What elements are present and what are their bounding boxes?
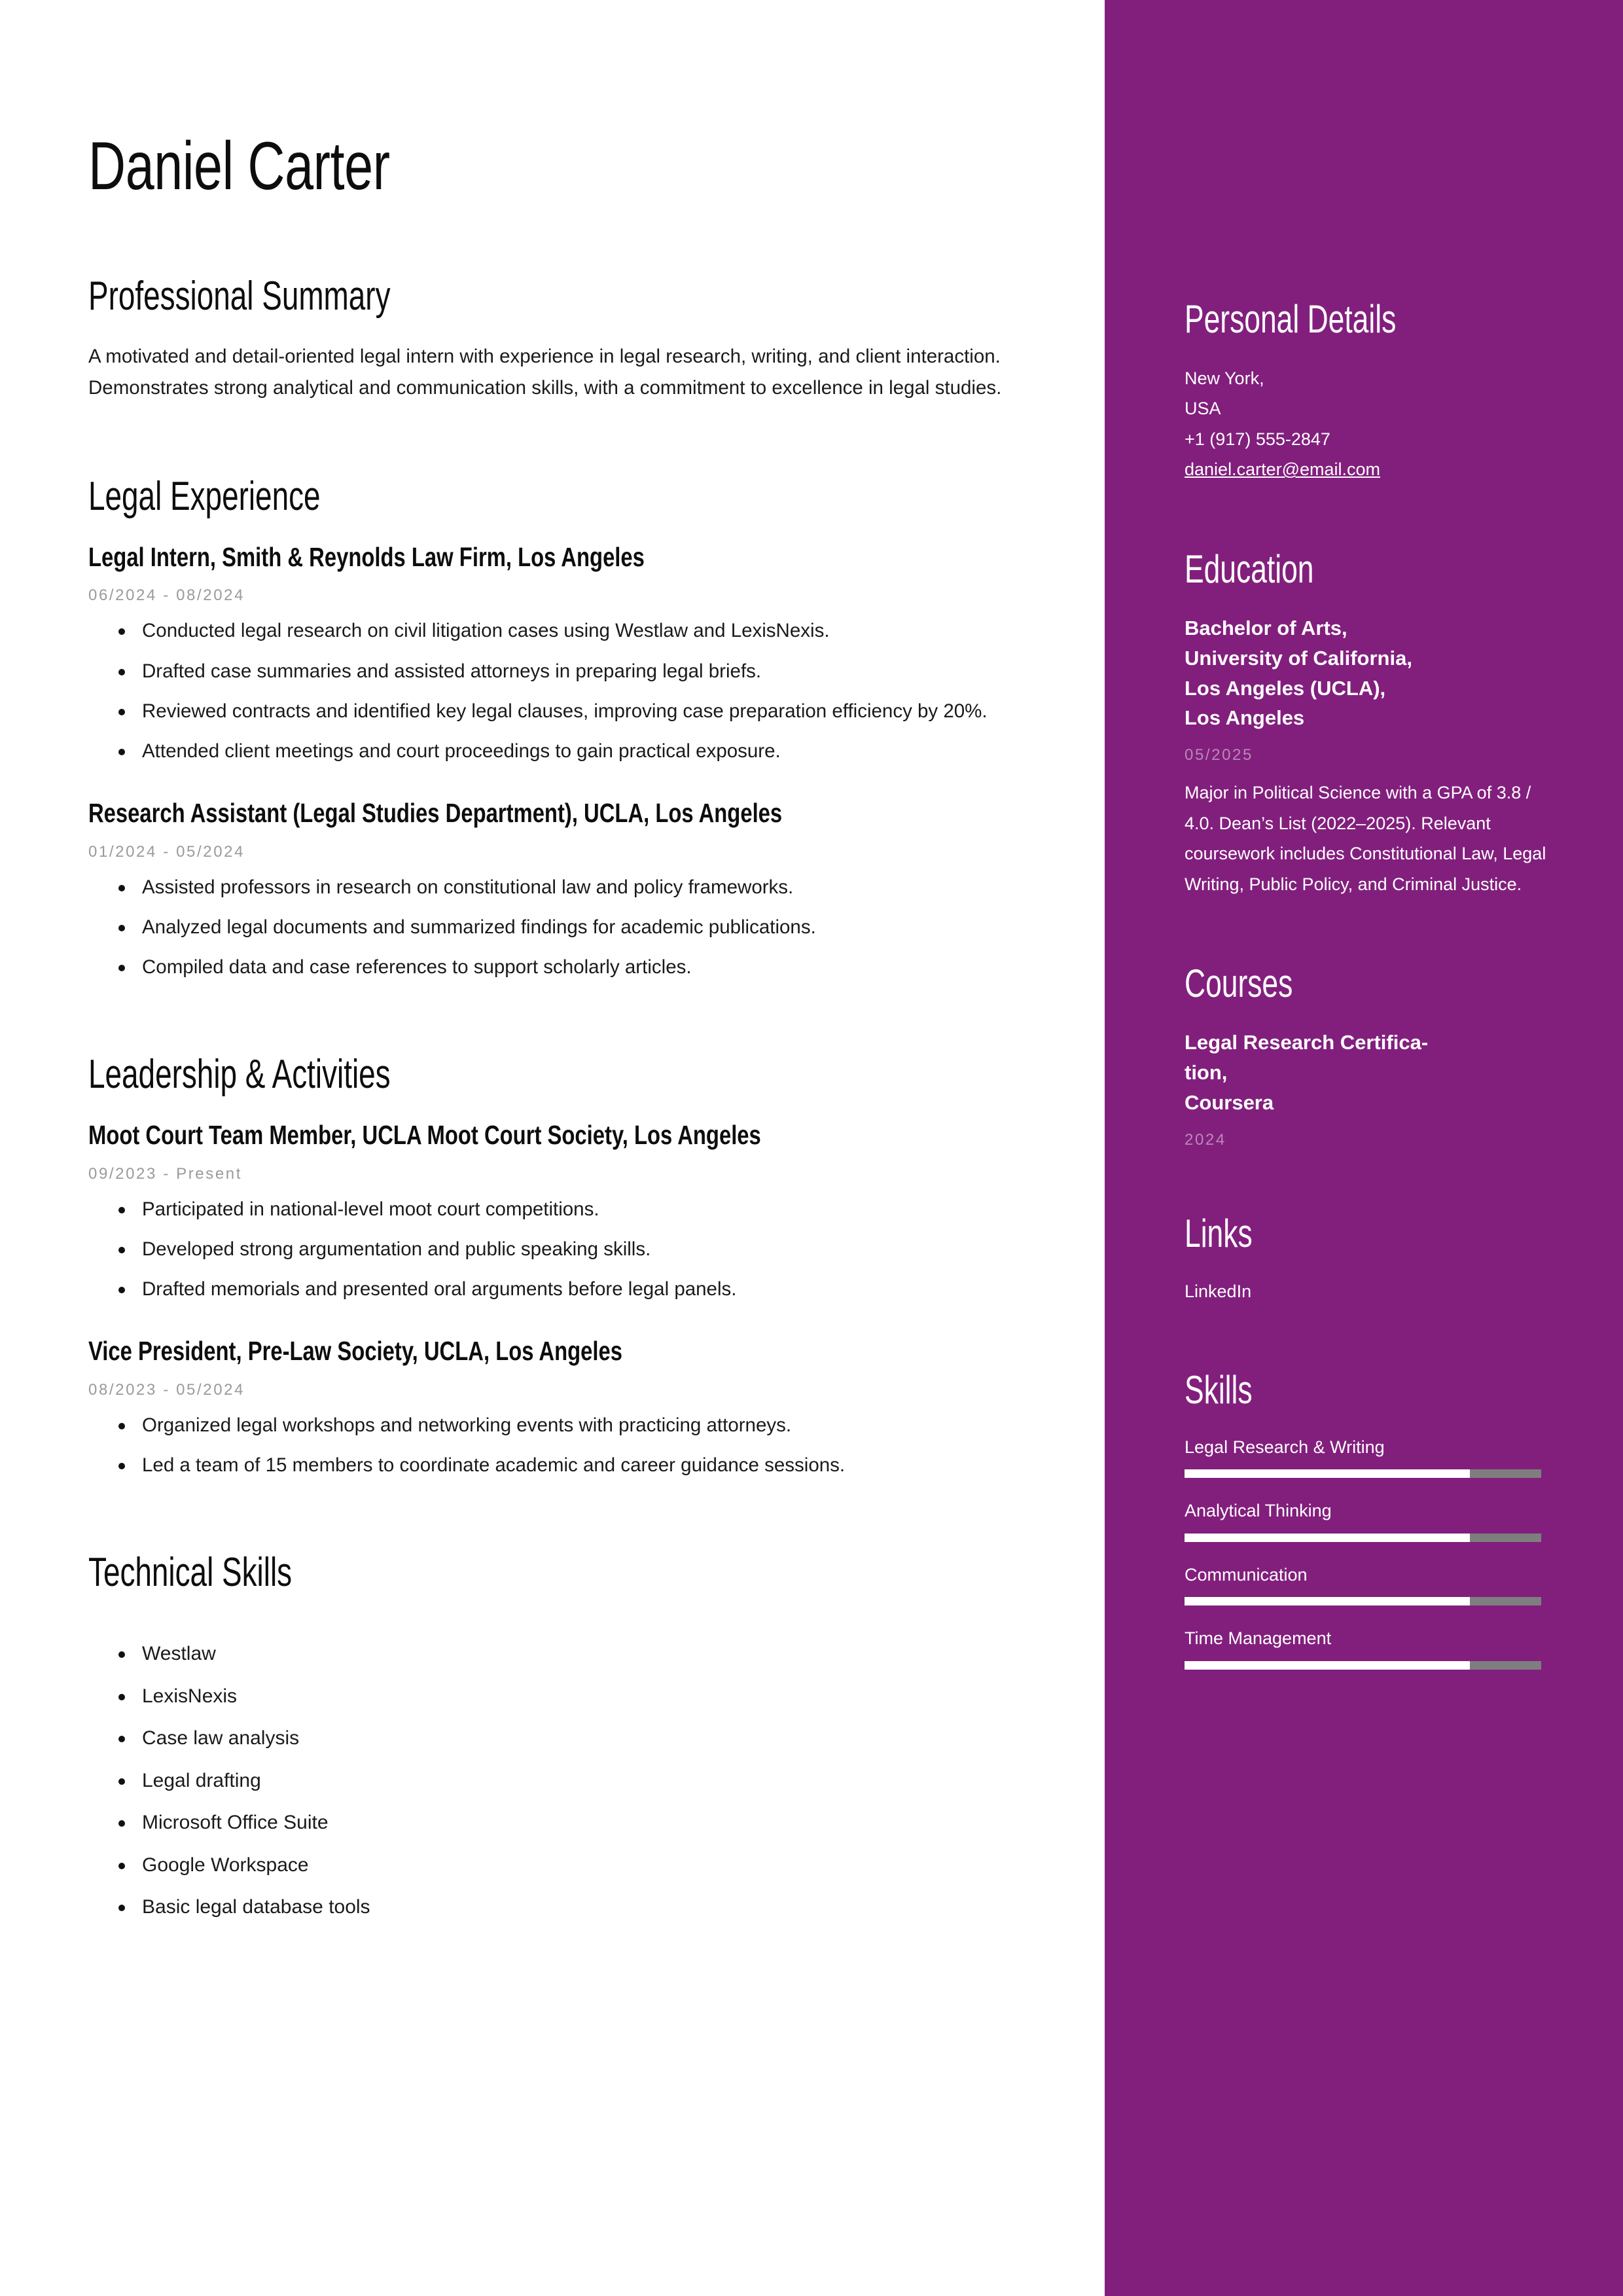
course-provider-line: Coursera bbox=[1185, 1090, 1274, 1114]
skill-bar-fill bbox=[1185, 1661, 1470, 1670]
section-title-courses: Courses bbox=[1185, 961, 1293, 1005]
skill-bar-fill bbox=[1185, 1534, 1470, 1542]
list-item: Microsoft Office Suite bbox=[142, 1808, 1007, 1837]
skill-label: Time Management bbox=[1185, 1628, 1332, 1649]
skill-row bbox=[1185, 1625, 1561, 1670]
skill-bar-fill bbox=[1185, 1469, 1470, 1478]
bullet-item: Attended client meetings and court proceedings to gain practical exposure. bbox=[142, 737, 1007, 766]
contact-phone: +1 (917) 555-2847 bbox=[1185, 429, 1330, 449]
bullet-item: Drafted case summaries and assisted attorneys in preparing legal briefs. bbox=[142, 657, 1007, 686]
bullet-item: Compiled data and case references to support scholarly articles. bbox=[142, 953, 1007, 982]
section-title-links: Links bbox=[1185, 1211, 1253, 1255]
section-skills bbox=[1185, 1369, 1561, 1670]
contact-country: USA bbox=[1185, 399, 1221, 419]
list-item: Basic legal database tools bbox=[142, 1893, 1007, 1922]
bullet-item: Reviewed contracts and identified key legal clauses, improving case preparation efficiency by 20%. bbox=[142, 697, 1007, 726]
section-professional-summary bbox=[88, 274, 1007, 404]
leadership-entry-title: Moot Court Team Member, UCLA Moot Court Society, Los Angeles bbox=[88, 1120, 761, 1151]
experience-entry bbox=[88, 541, 1007, 766]
section-title-education: Education bbox=[1185, 547, 1314, 591]
section-courses bbox=[1185, 962, 1561, 1149]
experience-entry-bullets bbox=[88, 873, 1007, 982]
leadership-entry bbox=[88, 1335, 1007, 1480]
bullet-item: Drafted memorials and presented oral arguments before legal panels. bbox=[142, 1275, 1007, 1304]
experience-entry-title: Research Assistant (Legal Studies Department), UCLA, Los Angeles bbox=[88, 798, 783, 829]
skill-label: Legal Research & Writing bbox=[1185, 1437, 1385, 1457]
skill-label: Communication bbox=[1185, 1564, 1308, 1585]
section-education bbox=[1185, 548, 1561, 899]
section-personal-details bbox=[1185, 298, 1561, 485]
section-title-professional-summary: Professional Summary bbox=[88, 274, 391, 319]
experience-entry-bullets bbox=[88, 617, 1007, 766]
experience-entry bbox=[88, 797, 1007, 982]
list-item: Westlaw bbox=[142, 1640, 1007, 1668]
bullet-item: Conducted legal research on civil litigation cases using Westlaw and LexisNexis. bbox=[142, 617, 1007, 645]
skill-row bbox=[1185, 1498, 1561, 1542]
leadership-entry-title: Vice President, Pre-Law Society, UCLA, Los Angeles bbox=[88, 1336, 622, 1367]
section-links bbox=[1185, 1212, 1561, 1306]
list-item: Legal drafting bbox=[142, 1767, 1007, 1795]
technical-skills-list bbox=[88, 1640, 1007, 1922]
bullet-item: Organized legal workshops and networking events with practicing attorneys. bbox=[142, 1411, 1007, 1440]
section-title-leadership-activities: Leadership & Activities bbox=[88, 1052, 391, 1098]
education-institution-line: University of California, bbox=[1185, 646, 1412, 670]
course-date: 2024 bbox=[1185, 1130, 1226, 1149]
leadership-entry-bullets bbox=[88, 1411, 1007, 1480]
skill-bar-fill bbox=[1185, 1597, 1470, 1605]
skill-row bbox=[1185, 1562, 1561, 1606]
section-title-technical-skills: Technical Skills bbox=[88, 1550, 293, 1596]
list-item: Google Workspace bbox=[142, 1851, 1007, 1880]
experience-entry-title: Legal Intern, Smith & Reynolds Law Firm, Los Angeles bbox=[88, 542, 645, 573]
skill-row bbox=[1185, 1434, 1561, 1479]
section-legal-experience bbox=[88, 475, 1007, 982]
leadership-entry-bullets bbox=[88, 1195, 1007, 1304]
section-title-personal-details: Personal Details bbox=[1185, 297, 1397, 341]
education-entry-title bbox=[1185, 613, 1561, 734]
section-leadership-activities bbox=[88, 1052, 1007, 1480]
spacer bbox=[88, 1617, 1007, 1640]
contact-email-link[interactable]: daniel.carter@email.com bbox=[1185, 459, 1381, 480]
skill-bar-track bbox=[1185, 1661, 1541, 1670]
bullet-item: Assisted professors in research on constitutional law and policy frameworks. bbox=[142, 873, 1007, 902]
course-name-line-1: Legal Research Certifica- bbox=[1185, 1031, 1429, 1054]
education-location-line: Los Angeles bbox=[1185, 706, 1305, 730]
experience-entry-date: 01/2024 - 05/2024 bbox=[88, 842, 245, 861]
bullet-item: Analyzed legal documents and summarized findings for academic publications. bbox=[142, 913, 1007, 942]
bullet-item: Participated in national-level moot court competitions. bbox=[142, 1195, 1007, 1224]
education-degree-line: Bachelor of Arts, bbox=[1185, 616, 1347, 639]
link-item-linkedin[interactable]: LinkedIn bbox=[1185, 1281, 1252, 1301]
section-title-legal-experience: Legal Experience bbox=[88, 473, 321, 519]
skill-bar-track bbox=[1185, 1597, 1541, 1605]
bullet-item: Led a team of 15 members to coordinate academic and career guidance sessions. bbox=[142, 1451, 1007, 1480]
leadership-entry-date: 09/2023 - Present bbox=[88, 1164, 242, 1183]
leadership-entry bbox=[88, 1119, 1007, 1304]
course-name-line-2: tion, bbox=[1185, 1060, 1228, 1084]
professional-summary-text: A motivated and detail-oriented legal intern with experience in legal research, writing, and client interaction. Demonstrates strong analytical and communication skills, with a commitment to excellence in legal studies. bbox=[88, 346, 1002, 399]
education-description: Major in Political Science with a GPA of 3.8 / 4.0. Dean’s List (2022–2025). Relevant coursework includes Constitutional Law, Legal Writing, Public Policy, and Criminal Justice. bbox=[1185, 783, 1546, 894]
bullet-item: Developed strong argumentation and public speaking skills. bbox=[142, 1235, 1007, 1264]
section-technical-skills bbox=[88, 1551, 1007, 1922]
section-title-skills: Skills bbox=[1185, 1367, 1253, 1412]
list-item: LexisNexis bbox=[142, 1682, 1007, 1711]
candidate-name: Daniel Carter bbox=[88, 128, 390, 204]
personal-details-body bbox=[1185, 363, 1561, 485]
skill-bar-track bbox=[1185, 1469, 1541, 1478]
skill-bar-track bbox=[1185, 1534, 1541, 1542]
leadership-entry-date: 08/2023 - 05/2024 bbox=[88, 1380, 245, 1399]
contact-city: New York, bbox=[1185, 368, 1264, 388]
sidebar bbox=[1105, 0, 1623, 2296]
education-campus-line: Los Angeles (UCLA), bbox=[1185, 676, 1386, 700]
course-entry-title bbox=[1185, 1028, 1561, 1118]
education-date: 05/2025 bbox=[1185, 746, 1253, 764]
skill-label: Analytical Thinking bbox=[1185, 1501, 1332, 1521]
experience-entry-date: 06/2024 - 08/2024 bbox=[88, 586, 245, 605]
list-item: Case law analysis bbox=[142, 1724, 1007, 1753]
